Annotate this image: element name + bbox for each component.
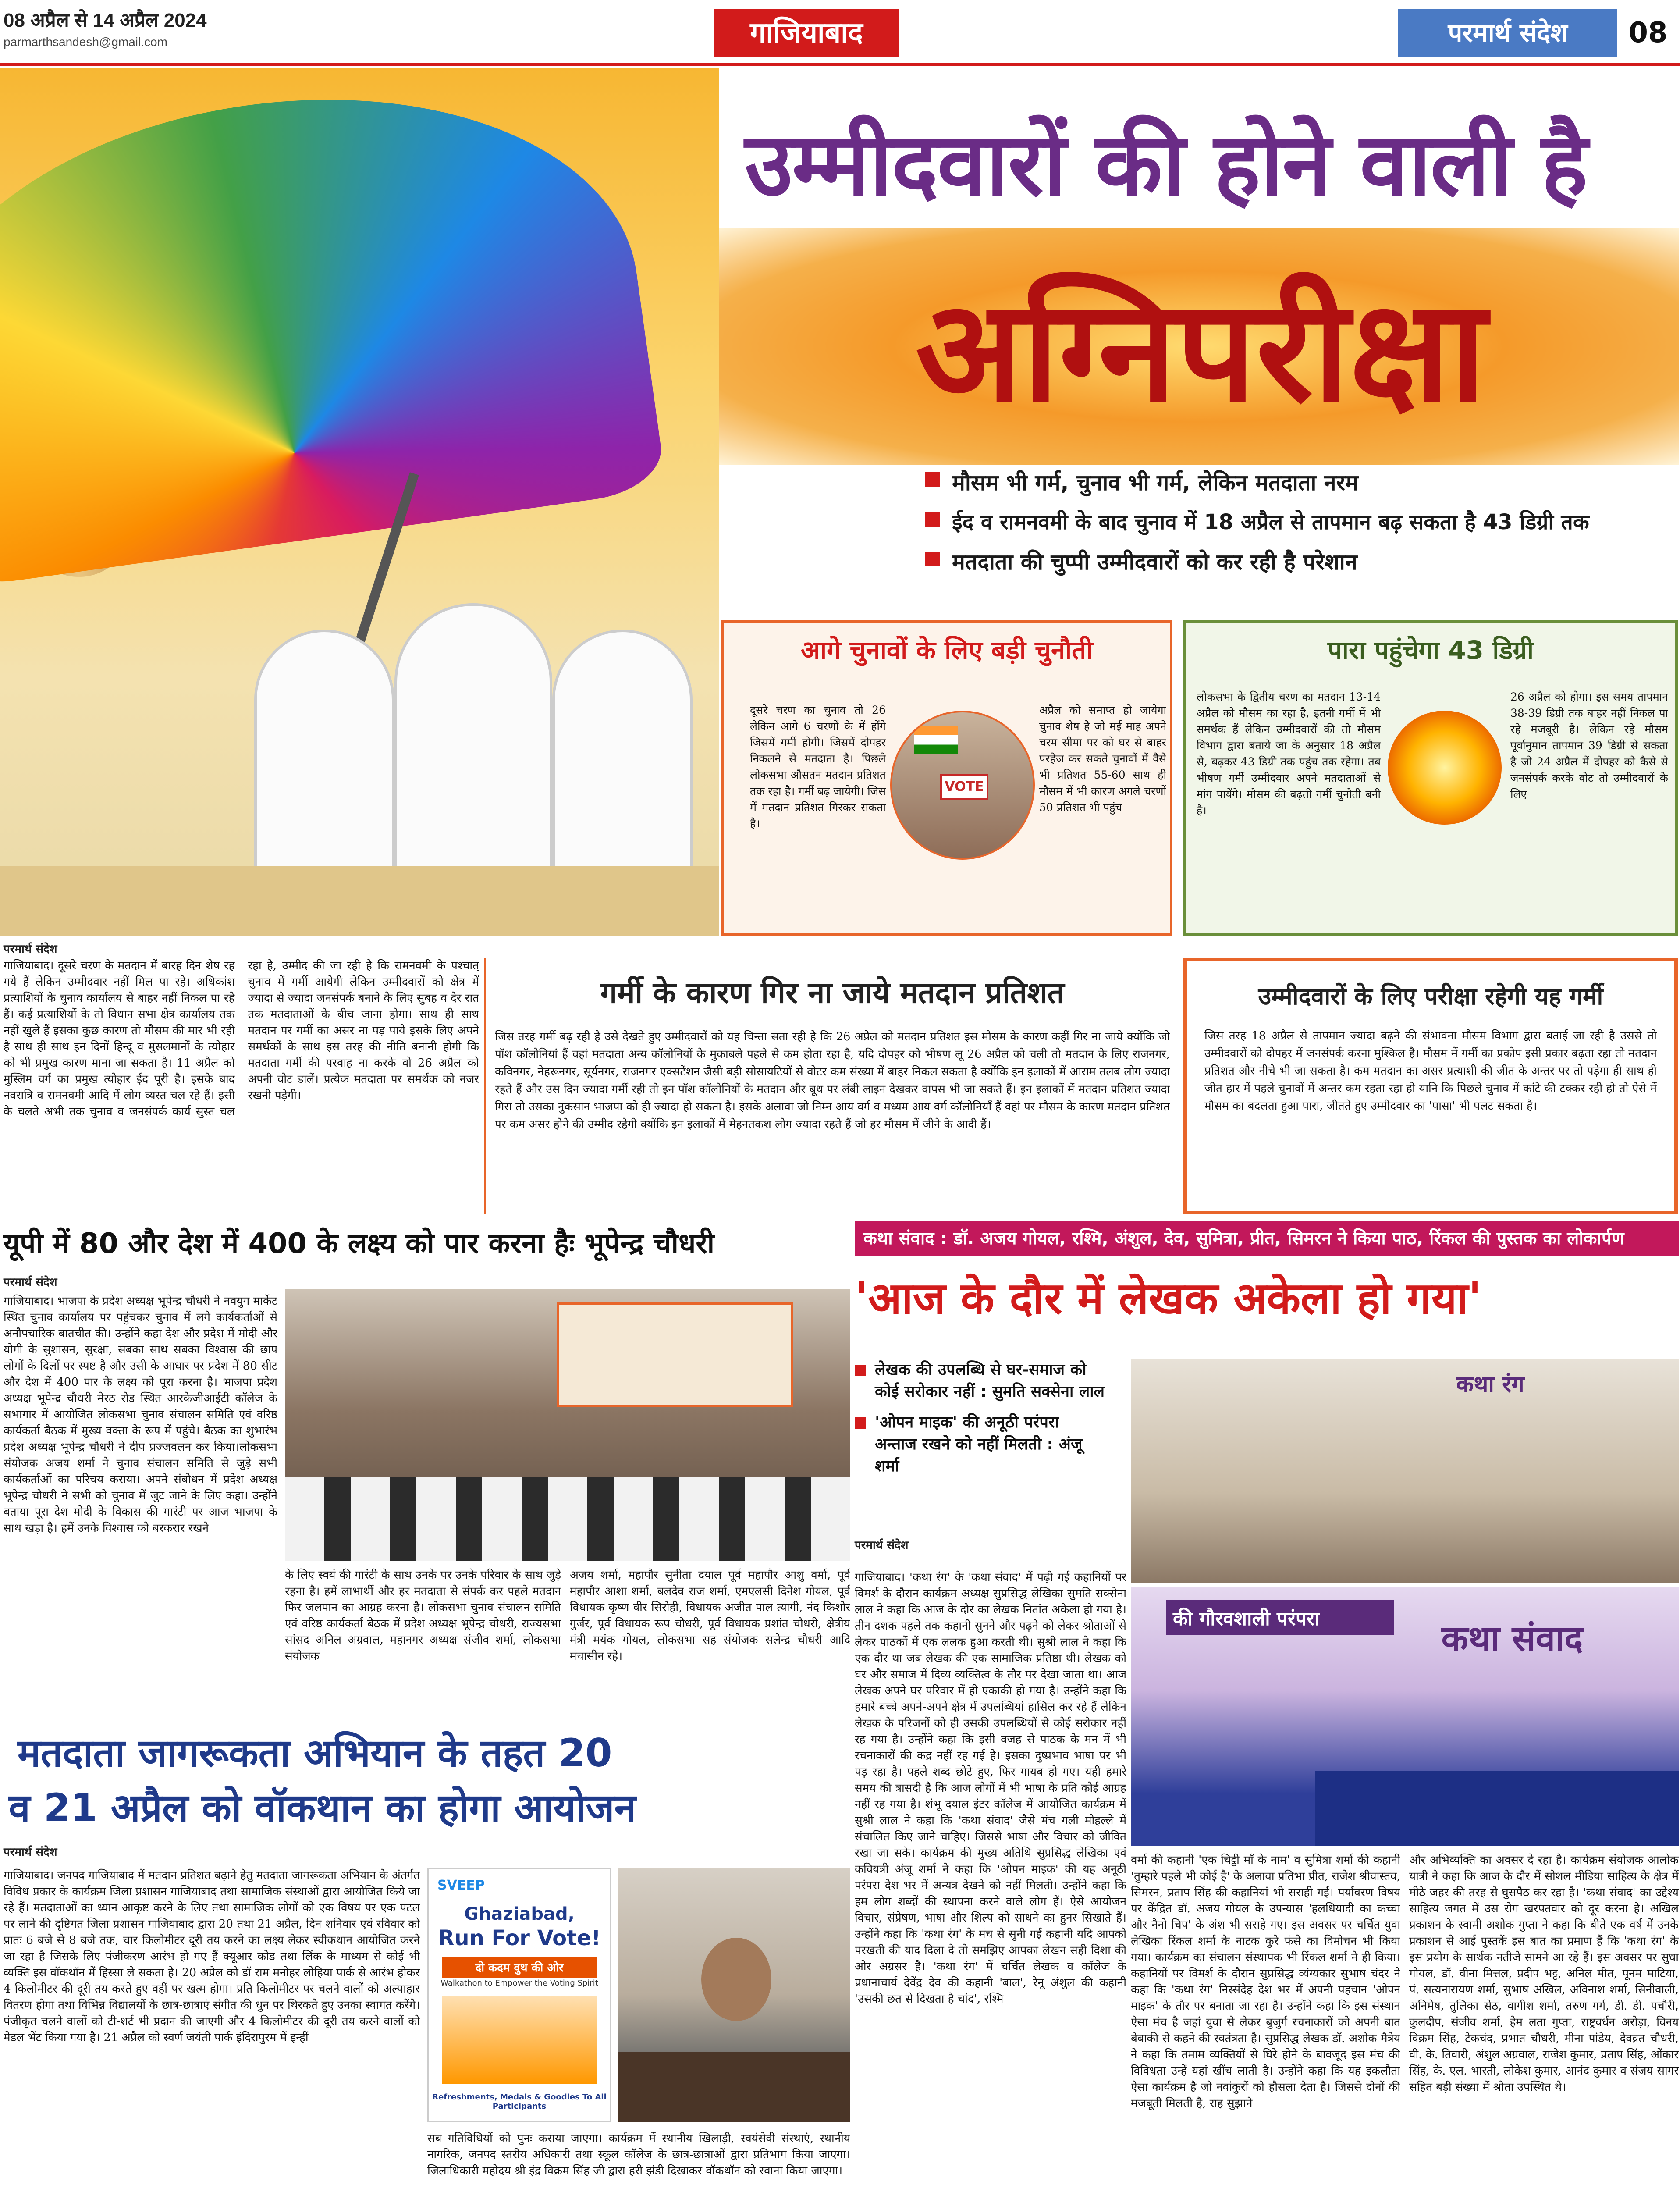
- stage-banner: [557, 1302, 793, 1407]
- temperature-box-col-2: 26 अप्रैल को होगा। इस समय तापमान 38-39 डिग्री तक बाहर नहीं निकल पा रहे मजबूरी है। लेकिन रहे मौसम पूर्वानुमान तापमान 39 डिग्री से सकता है जो 24 अप्रैल में दोपहर को कैसे से जनसंपर्क करके वोट तो उम्मीदवारों के लिए: [1510, 690, 1668, 801]
- challenge-box-title: आगे चुनावों के लिए बड़ी चुनौती: [800, 635, 1093, 665]
- katha-title: 'आज के दौर में लेखक अकेला हो गया': [855, 1273, 1482, 1324]
- lead-bullet: मौसम भी गर्म, चुनाव भी गर्म, लेकिन मतदाता नरम: [925, 467, 1679, 497]
- temperature-box-title: पारा पहुंचेगा 43 डिग्री: [1327, 635, 1534, 665]
- up-story-title: यूपी में 80 और देश में 400 के लक्ष्य को पार करना हैः भूपेन्द्र चौधरी: [4, 1228, 715, 1260]
- walkathon-title-line-1: मतदाता जागरूकता अभियान के तहत 20: [18, 1730, 612, 1776]
- stage-banner-tagline: की गौरवशाली परंपरा: [1166, 1600, 1394, 1635]
- candidate-figure-3: [552, 630, 693, 875]
- poster-headline: Run For Vote!: [438, 1926, 601, 1950]
- masthead: [0, 0, 1680, 66]
- office-desk: [618, 2052, 850, 2122]
- challenge-box-col-2: अप्रैल को समाप्त हो जायेगा चुनाव शेष है जो मई माह अपने चरम सीमा पर को घर से बाहर परहेज कर सकते चुनावों में वैसे भी प्रतिशत 55-60 साथ ही मौसम में भी कारण अगले चरणों 50 प्रतिशत भी पहुंच: [1039, 704, 1166, 814]
- book-launch-photo: [1131, 1359, 1679, 1583]
- up-story-col-3: अजय शर्मा, महापौर सुनीता दयाल पूर्व महापौर आशु वर्मा, पूर्व महापौर आशा शर्मा, बलदेव राज शर्मा, एमएलसी दिनेश गोयल, पूर्व विधायक कृष्ण वीर सिरोही, विधायक अजीत पाल त्यागी, नंद किशोर गुर्जर, पूर्व विधायक रूप चौधरी, पूर्व विधायक प्रशांत चौधरी, क्षेत्रीय मंत्री मयंक गोयल, लोकसभा सह संयोजक सलेन्द्र चौधरी आदि मंचासीन रहे।: [570, 1569, 850, 1663]
- bullet-marker: [925, 472, 940, 487]
- exam-body: जिस तरह 18 अप्रैल से तापमान ज्यादा बढ़ने की संभावना मौसम विभाग द्वारा बताई जा रही है उससे तो उम्मीदवारों को दोपहर में जनसंपर्क करना मुश्किल है। मौसम में गर्मी का प्रकोप इसी प्रकार बढ़ता रहा तो मतदान प्रतिशत और नीचे भी जा सकता है। कम मतदान का असर प्रत्याशी की जीत के अन्तर पर तो पड़ेगा ही साथ ही जीत-हार में पहले चुनावों में अन्तर कम रहता रहा हो यानि कि पिछले चुनाव में कांटे की टक्कर रही हो तो ऐसे में मौसम का बदलता हुआ पारा, जीतते हुए उम्मीदवार का 'पासा' भी पलट सकता है।: [1204, 1029, 1657, 1113]
- email: parmarthsandesh@gmail.com: [4, 35, 167, 49]
- lead-body: गाजियाबाद। दूसरे चरण के मतदान में बारह दिन शेष रह गये हैं लेकिन उम्मीदवार नहीं मिल पा रहे। अधिकांश प्रत्याशियों के चुनाव कार्यालय से बाहर नहीं निकल पा रहे हैं। कई प्रत्याशियों के तो विधान सभा क्षेत्र कार्यालय तक नहीं खुले हैं इसका कुछ कारण तो मौसम की मार भी रही है साथ ही साथ इन दिनों हिन्दू व मुसलमानों के त्योहार को भी प्रमुख कारण माना जा सकता है। 11 अप्रैल को मुस्लिम वर्ग का प्रमुख त्योहार ईद पूरी है। इसके बाद नवरात्रि व रामनवमी आदि में लोग व्यस्त चल रहे हैं। इसी के चलते अभी तक चुनाव व जनसंपर्क कार्य सुस्त चल रहा है, उम्मीद की जा रही है कि रामनवमी के पश्चात् चुनाव में गर्मी आयेगी लेकिन उम्मीदवारों को क्षेत्र में ज्यादा से ज्यादा जनसंपर्क बनाने के लिए सुबह व देर रात तक मतदाताओं के बीच जाना होगा। साथ ही साथ मतदान पर गर्मी का असर ना पड़ पाये इसके लिए अपने समर्थकों के साथ इस तरह की नीति बनानी होगी कि मतदाता गर्मी की परवाह ना करके वो 26 अप्रैल को अपनी वोट डालें। प्रत्येक मतदाता पर समर्थक को नजर रखनी पड़ेगी।: [4, 959, 479, 1118]
- katha-rang-banner: कथा रंग: [1456, 1371, 1524, 1398]
- temperature-box-col-1: लोकसभा के द्वितीय चरण का मतदान 13-14 अप्रैल को मौसम का रहा है, इतनी गर्मी में भी समर्थक हैं लेकिन उम्मीदवारों की तो मौसम विभाग द्वारा बताये जा के अनुसार 18 अप्रैल से, बढ़कर 43 डिग्री तक पहुंच तक रहेगा। तब भीषण गर्मी उम्मीदवार अपने मतदाताओं से मांग पायेंगे। मौसम की बढ़ती गर्मी चुनौती बनी है।: [1197, 690, 1381, 817]
- candidate-figure-2: [394, 603, 552, 875]
- sveep-logo: SVEEP: [437, 1878, 485, 1893]
- exam-box: [1183, 958, 1678, 1214]
- up-story-col-2: के लिए स्वयं की गारंटी के साथ उनके पर उनके परिवार के साथ जुड़े रहना है। हमें लाभार्थी और हर मतदाता से संपर्क कर पहले मतदान फिर जलपान का आग्रह करना है। लोकसभा चुनाव संचालन समिति एवं वरिष्ठ कार्यकर्ता बैठक में प्रदेश अध्यक्ष भूपेन्द्र चौधरी, राज्यसभा सांसद अनिल अग्रवाल, महानगर अध्यक्ष संजीव शर्मा, लोकसभा संयोजक: [285, 1569, 561, 1663]
- up-story-credit: परमार्थ संदेश: [4, 1276, 57, 1289]
- officer-figure: [701, 1938, 771, 2021]
- poster-tagline: दो कदम वुथ की ओर: [442, 1957, 597, 1978]
- temperature-box: [1183, 620, 1678, 936]
- walkathon-col-2: सब गतिविधियों को पुनः कराया जाएगा। कार्यक्रम में स्थानीय खिलाड़ी, स्वयंसेवी संस्थाएं, स्थानीय नागरिक, जनपद स्तरीय अधिकारी तथा स्कूल कॉलेज के छात्र-छात्राओं द्वारा प्रतिभाग किया जाएगा। जिलाधिकारी महोदय श्री इंद्र विक्रम सिंह जी द्वारा हरी झंडी दिखाकर वॉकथॉन को रवाना किया जाएगा।: [427, 2132, 850, 2178]
- lead-headline-line-2: अग्निपरीक्षा: [915, 270, 1487, 433]
- officer-photo: [618, 1868, 850, 2122]
- lead-bullet: ईद व रामनवमी के बाद चुनाव में 18 अप्रैल से तापमान बढ़ सकता है 43 डिग्री तक: [925, 507, 1679, 536]
- katha-credit: परमार्थ संदेश: [855, 1539, 909, 1552]
- challenge-box: [721, 620, 1172, 936]
- turnout-title: गर्मी के कारण गिर ना जाये मतदान प्रतिशत: [600, 976, 1065, 1011]
- umbrella-candidates-illustration: [0, 68, 719, 936]
- vote-sign: VOTE: [940, 774, 988, 800]
- katha-col-3: और अभिव्यक्ति का अवसर दे रहा है। कार्यक्रम संयोजक आलोक यात्री ने कहा कि आज के दौर में सोशल मीडिया साहित्य के क्षेत्र में मीठे जहर की तरह से घुसपैठ कर रहा है। 'कथा संवाद' का उद्देश्य साहित्य जगत में उस रोग खरपतवार को दूर करना है। अखिल प्रकाशन के स्वामी अशोक गुप्ता ने कहा कि बीते एक वर्ष में उनके प्रकाशन से आई पुस्तकें इस बात का प्रमाण हैं कि 'कथा रंग' के इस प्रयोग के सार्थक नतीजे सामने आ रहे हैं। इस अवसर पर सुधा गोयल, डॉ. वीना मित्तल, प्रदीप भट्ट, अनिल मीत, पूनम माटिया, पं. सत्यनारायण शर्मा, सुभाष अखिल, अविनाश शर्मा, सिनीवाली, अनिमेष, तुलिका सेठ, वागीश शर्मा, तरुण गर्ग, डी. डी. पचौरी, कुलदीप, संजीव शर्मा, हेम लता गुप्ता, राष्ट्रवर्धन अरोड़ा, विनय विक्रम सिंह, टेकचंद, प्रभात चौधरी, मीना पांडेय, देवव्रत चौधरी, वी. के. तिवारी, अंशुल अग्रवाल, राजेश कुमार, प्रताप सिंह, ओंकार सिंह, के. एल. भारती, लोकेश कुमार, आनंद कुमार व संजय सागर सहित बड़ी संख्या में श्रोता उपस्थित थे।: [1409, 1854, 1679, 2094]
- bjp-meeting-photo: [285, 1289, 850, 1561]
- bullet-marker: [925, 512, 940, 527]
- bullet-marker: [855, 1417, 866, 1429]
- sand-ground: [0, 866, 719, 936]
- run-for-vote-poster: [427, 1868, 611, 2122]
- walkathon-credit: परमार्थ संदेश: [4, 1846, 57, 1859]
- turnout-box: [484, 958, 1177, 1214]
- city-badge: गाजियाबाद: [714, 9, 899, 57]
- poster-city: Ghaziabad,: [464, 1904, 575, 1924]
- paper-name-badge: परमार्थ संदेश: [1398, 9, 1617, 57]
- lead-bullets: [925, 467, 1679, 587]
- katha-stage-photo: [1131, 1587, 1679, 1846]
- exam-title: उम्मीदवारों के लिए परीक्षा रहेगी यह गर्मी: [1258, 982, 1603, 1010]
- umbrella-icon: [0, 68, 667, 591]
- up-story-col-1: गाजियाबाद। भाजपा के प्रदेश अध्यक्ष भूपेन्द्र चौधरी ने नवयुग मार्केट स्थित चुनाव कार्यालय पर पहुंचकर चुनाव में लगे कार्यकर्ताओं से अनौपचारिक बातचीत की। उन्होंने कहा देश और प्रदेश में मोदी और योगी के सुशासन, सुरक्षा, सबका साथ सबका विश्वास की छाप लोगों के दिलों पर स्पष्ट है और उसी के आधार पर प्रदेश में 80 सीट और देश में 400 पार के लक्ष्य को पूरा करना है। भाजपा प्रदेश अध्यक्ष भूपेन्द्र चौधरी मेरठ रोड स्थित आरकेजीआईटी कॉलेज के सभागार में आयोजित लोकसभा चुनाव संचालन समिति एवं वरिष्ठ कार्यकर्ता बैठक में मुख्य वक्ता के रूप में पहुंचे। बैठक का शुभारंभ प्रदेश अध्यक्ष भूपेन्द्र चौधरी ने दीप प्रज्जवलन कर किया।लोकसभा संयोजक अजय शर्मा ने चुनाव संचालन समिति से जुड़े सभी कार्यकर्ताओं का परिचय कराया। अपने संबोधन में प्रदेश अध्यक्ष भूपेन्द्र चौधरी ने सभी को चुनाव में जुट जाने के लिए कहा। उन्होंने बताया पूरा देश मोदी के विकास की गारंटी पर आज भाजपा के साथ खड़ा है। हमें उनके विश्वास को बरकरार रखने: [4, 1295, 277, 1535]
- runners-graphic: [442, 1996, 597, 2084]
- katha-bullets: [855, 1359, 1105, 1477]
- katha-col-2: वर्मा की कहानी 'एक चिट्ठी माँ के नाम' व सुमित्रा शर्मा की कहानी 'तुम्हारे पहले भी कोई है' के अलावा प्रतिभा प्रीत, राजेश श्रीवास्तव, सिमरन, प्रताप सिंह की कहानियां भी सराही गईं। पर्यावरण विषय पर केंद्रित डॉ. अजय गोयल के उपन्यास 'हलधियादी का कच्चा और नैनो चिप' के अंश भी सराहे गए। इस अवसर पर चर्चित युवा लेखिका रिंकल शर्मा के नाटक कुरे फंसे का विमोचन भी किया गया। कार्यक्रम का संचालन संस्थापक भी रिंकल शर्मा ने ही किया। कहानियों पर विमर्श के दौरान सुप्रसिद्ध व्यंग्यकार सुभाष चंदर ने कहा कि 'कथा रंग' निस्संदेह देश भर में अपनी पहचान 'ओपन माइक' के तौर पर बनाता जा रहा है। उन्होंने कहा कि इस संस्थान ऐसा मंच है जहां युवा से लेकर बुजुर्ग रचनाकारों को अपनी बात बेबाकी से कहने की स्वतंत्रता है। सुप्रसिद्ध लेखक डॉ. अशोक मैत्रेय ने कहा कि तमाम व्यक्तियों से घिरे होने के बावजूद इस मंच की विविधता उन्हें यहां खींच लाती है। उन्होंने कहा कि यह इकलौता ऐसा कार्यक्रम है जो नवांकुरों को हौसला देता है। जिससे दोनों की मजबूती मिलती है, राह सुझाने: [1131, 1854, 1400, 2110]
- katha-bullet: 'ओपन माइक' की अनूठी परंपरा अन्ताज रखने को नहीं मिलती : अंजू शर्मा: [855, 1412, 1105, 1477]
- lead-bullet: मतदाता की चुप्पी उम्मीदवारों को कर रही है परेशान: [925, 546, 1679, 576]
- page-number: 08: [1628, 17, 1668, 49]
- bullet-marker: [855, 1365, 866, 1376]
- turnout-body: जिस तरह गर्मी बढ़ रही है उसे देखते हुए उम्मीदवारों को यह चिन्ता सता रही है कि 26 अप्रैल को मतदान प्रतिशत इस मौसम के कारण कहीं गिर ना जाये क्योंकि जो पॉश कॉलोनियां हैं वहां मतदाता अन्य कॉलोनियों के मुकाबले पहले से कम होता रहा है, यदि दोपहर को भीषण लू 26 अप्रैल को चली तो मतदान के लिए राजनगर, कविनगर, नेहरूनगर, सूर्यनगर, राजनगर एक्सटेंशन जैसी बड़ी सोसायटियों से वोटर कम संख्या में बाहर निकल सकता है क्योंकि इन इलाकों में आराम तलब लोग ज्यादा रहते हैं और उस दिन ज्यादा गर्मी रही तो इन पॉश कॉलोनियों के मतदान और बूथ पर लंबी लाइन देखकर वापस भी जा सकते हैं। इन इलाकों में मतदान प्रतिशत ज्यादा गिरा तो उसका नुकसान भाजपा को ही ज्यादा हो सकता है। इसके अलावा जो निम्न आय वर्ग व मध्यम आय वर्ग कॉलोनियाँ हैं वहां पर मौसम के कारण मतदान प्रतिशत पर कम असर होने की उम्मीद रहेगी क्योंकि इन इलाकों में मेहनतकश लोग ज्यादा रहते हैं जो हर मौसम में जीने के आदी हैं।: [495, 1030, 1170, 1131]
- katha-bullet: लेखक की उपलब्धि से घर-समाज को कोई सरोकार नहीं : सुमति सक्सेना लाल: [855, 1359, 1105, 1403]
- sun-icon: [1388, 711, 1502, 825]
- audience-row: [285, 1477, 850, 1561]
- katha-col-1: गाजियाबाद। 'कथा रंग' के 'कथा संवाद' में पढ़ी गई कहानियों पर विमर्श के दौरान कार्यक्रम अध्यक्ष सुप्रसिद्ध लेखिका सुमति सक्सेना लाल ने कहा कि आज के दौर का लेखक नितांत अकेला हो गया है। तीन दशक पहले तक कहानी सुनने और पढ़ने को लेकर श्रोताओं से लेकर पाठकों में एक ललक हुआ करती थी। सुश्री लाल ने कहा कि एक दौर था जब लेखक की एक सामाजिक प्रतिष्ठा थी। लेखक को घर और समाज में दिव्य व्यक्तित्व के तौर पर देखा जाता था। आज लेखक अपने घर परिवार में ही एकाकी हो गया है। उन्होंने कहा कि हमारे बच्चे अपने-अपने क्षेत्र में उपलब्धियां हासिल कर रहे हैं लेकिन लेखक के परिजनों को ही उसकी उपलब्धियों से कोई सरोकार नहीं रह गया है। उन्होंने कहा कि इसी वजह से पाठक के मन में भी रचनाकारों की कद्र नहीं रह गई है। इसका दुष्प्रभाव भाषा पर भी पड़ रहा है। पहले शब्द छोटे हुए, फिर गायब हो गए। यही हमारे समय की त्रासदी है कि आज लोगों में भी भाषा के प्रति कोई आग्रह नहीं रह गया है। शंभू दयाल इंटर कॉलेज में आयोजित कार्यक्रम में सुश्री लाल ने कहा कि 'कथा संवाद' जैसे मंच गली मोहल्ले में संचालित किए जाने चाहिए। जिससे भाषा और विचार को जीवित रखा जा सके। कार्यक्रम की मुख्य अतिथि सुप्रसिद्ध लेखिका एवं कवियत्री अंजू शर्मा ने कहा कि 'ओपन माइक' की यह अनूठी परंपरा देश भर में अन्यत्र देखने को नहीं मिलती। उन्होंने कहा कि हम लोग शब्दों की स्थापना करने वाले लोग हैं। ऐसे आयोजन विचार, संप्रेषण, भाषा और शिल्प को साधने का हुनर सिखाते हैं। उन्होंने कहा कि 'कथा रंग' के मंच से सुनी गई कहानी यदि आपको परखती की याद दिला दे तो समझिए आपका लेखन सही दिशा की ओर अग्रसर है। 'कथा रंग' में चर्चित लेखक व कॉलेज के प्रधानाचार्य देवेंद्र देव की कहानी 'बाल', रेनू अंशुल की कहानी 'उसकी छत से दिखता है चांद', रश्मि: [855, 1571, 1126, 2006]
- candidate-figure-1: [254, 630, 394, 875]
- india-flag-icon: [914, 726, 958, 754]
- poster-sub: Walkathon to Empower the Voting Spirit: [440, 1978, 598, 1988]
- challenge-box-col-1: दूसरे चरण का चुनाव तो 26 लेकिन आगे 6 चरणों के में होंगे जिसमें गर्मी होगी। जिसमें दोपहर निकलने से मतदाता है। पिछले लोकसभा औसतन मतदान प्रतिशत तक रहा है। गर्मी बढ़ जायेगी। जिस में मतदान प्रतिशत गिरकर सकता है।: [750, 704, 886, 830]
- lead-headline-line-1: उम्मीदवारों की होने वाली है: [745, 114, 1587, 216]
- vote-crowd-photo: [890, 711, 1035, 860]
- lead-credit: परमार्थ संदेश: [4, 943, 57, 956]
- stage-table: [1315, 1771, 1679, 1846]
- katha-kicker: कथा संवाद : डॉ. अजय गोयल, रश्मि, अंशुल, देव, सुमित्रा, प्रीत, सिमरन ने किया पाठ, रिंकल की पुस्तक का लोकार्पण: [855, 1221, 1679, 1256]
- stage-banner-title: कथा संवाद: [1441, 1618, 1583, 1659]
- poster-footer: Refreshments, Medals & Goodies To All Participants: [432, 2092, 607, 2111]
- bullet-marker: [925, 552, 940, 566]
- issue-date: 08 अप्रैल से 14 अप्रैल 2024: [4, 10, 207, 31]
- walkathon-body: गाजियाबाद। जनपद गाजियाबाद में मतदान प्रतिशत बढ़ाने हेतु मतदाता जागरूकता अभियान के अंतर्गत विविध प्रकार के कार्यक्रम जिला प्रशासन गाजियाबाद तथा सामाजिक संस्थाओं द्वारा आयोजित किये जा रहे हैं। मतदाताओं का ध्यान आकृष्ट करने के लिए तथा सामाजिक लोगों को एक विषय पर एक पटल पर लाने की दृष्टिगत जिला प्रशासन गाजियाबाद द्वारा 20 तथा 21 अप्रैल, दिन शनिवार एवं रविवार को प्रातः 6 बजे से 8 बजे तक, चार किलोमीटर दूरी तय करने का लक्ष्य लेकर स्वीकथान आयोजित करने जा रहा है जिसके लिए पंजीकरण आरंभ हो गए हैं क्यूआर कोड तथा लिंक के माध्यम से कोई भी व्यक्ति इस वॉकथॉन में हिस्सा ले सकता है। 20 अप्रैल को डॉ राम मनोहर लोहिया पार्क से आरंभ होकर 4 किलोमीटर की दूरी तय करते हुए वहीं पर खत्म होगा। प्रति किलोमीटर पर चलने वालों को अल्पाहार वितरण होगा तथा विभिन्न विद्यालयों के छात्र-छात्राएं संगीत की धुन पर थिरकते हुए उनका स्वागत करेंगे। पंजीकृत चलने वालों को टी-शर्ट भी प्रदान की जाएगी और 4 किलोमीटर की दूरी तय करने वालों को मेडल भेंट किया गया है। 21 अप्रैल को स्वर्ण जयंती पार्क इंदिरापुरम में इन्हीं: [4, 1869, 420, 2044]
- walkathon-title-line-2: व 21 अप्रैल को वॉकथान का होगा आयोजन: [9, 1785, 636, 1830]
